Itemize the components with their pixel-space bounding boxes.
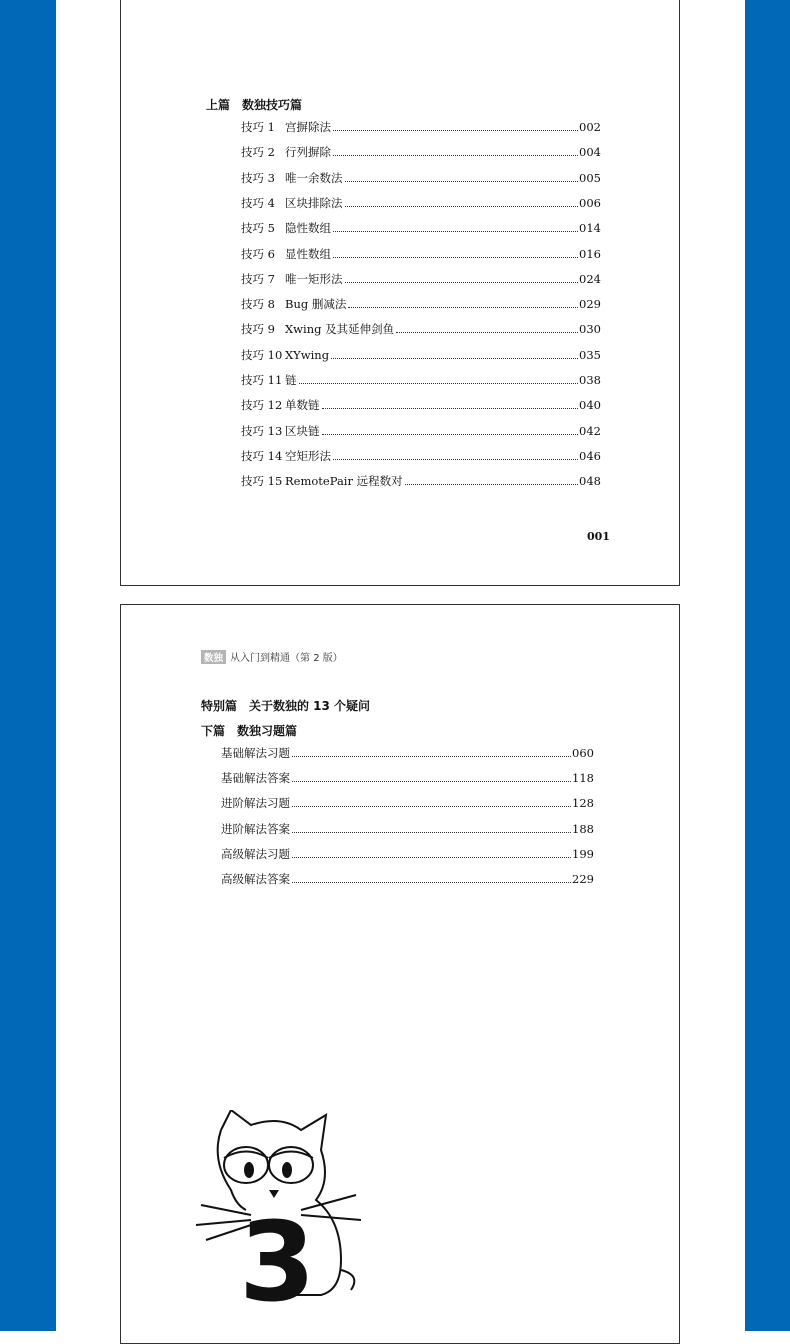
- toc-entry: [241, 119, 601, 137]
- right-blue-band: [745, 0, 790, 1331]
- dot-leader: [322, 434, 579, 435]
- entry-title: Xwing 及其延伸剑鱼: [285, 322, 395, 337]
- dot-leader: [333, 459, 578, 460]
- entry-title: 空矩形法: [285, 448, 331, 463]
- entry-page: 002: [579, 120, 601, 134]
- entry-title: Bug 删减法: [285, 297, 347, 312]
- dot-leader: [333, 155, 578, 156]
- entry-label: 技巧 11: [241, 373, 283, 387]
- entry-page: 048: [579, 474, 601, 489]
- toc-entry: [241, 271, 601, 289]
- entry-title: RemotePair 远程数对: [285, 474, 403, 489]
- entry-page: 005: [579, 170, 601, 185]
- entry-title: 唯一余数法: [285, 170, 343, 185]
- entry-label: 技巧 8: [241, 297, 275, 312]
- entry-label: 技巧 3: [241, 170, 275, 185]
- dot-leader: [333, 257, 578, 258]
- entry-label: 技巧 9: [241, 322, 275, 337]
- toc-entry: [221, 871, 594, 889]
- dot-leader: [292, 781, 571, 782]
- entry-title: 高级解法答案: [221, 872, 290, 886]
- entry-page: 040: [579, 398, 601, 413]
- dot-leader: [348, 307, 578, 308]
- dot-leader: [345, 282, 579, 283]
- entry-label: 技巧 10: [241, 347, 283, 362]
- entry-page: 046: [579, 448, 601, 463]
- entry-label: 技巧 13: [241, 423, 283, 438]
- entry-page: 188: [572, 821, 594, 836]
- entry-title: 基础解法习题: [221, 746, 290, 760]
- entry-page: 030: [579, 322, 601, 337]
- toc-entry: [221, 846, 594, 864]
- entry-page: 128: [572, 796, 594, 811]
- toc-entry: [241, 372, 601, 390]
- special-section-title: 特别篇 关于数独的 13 个疑问: [201, 699, 371, 713]
- entry-title: 单数链: [285, 398, 320, 413]
- entry-page: 035: [579, 347, 601, 362]
- dot-leader: [333, 231, 578, 232]
- entry-label: 技巧 12: [241, 398, 283, 413]
- entry-page: 029: [579, 297, 601, 312]
- cat-illustration: [191, 1110, 371, 1310]
- toc-entry: [221, 770, 594, 788]
- entry-title: 区块链: [285, 423, 320, 438]
- number-3: 3: [239, 1198, 316, 1310]
- toc-entry: [241, 473, 601, 491]
- toc-page-2: [120, 604, 680, 1344]
- toc-entry: [241, 397, 601, 415]
- dot-leader: [405, 484, 578, 485]
- entry-title: 显性数组: [285, 246, 331, 261]
- entry-page: 038: [579, 373, 601, 387]
- entry-page: 014: [579, 221, 601, 236]
- entry-page: 199: [572, 846, 594, 861]
- dot-leader: [345, 206, 579, 207]
- dot-leader: [292, 857, 571, 858]
- toc-entry: [241, 296, 601, 314]
- dot-leader: [292, 882, 571, 883]
- entry-page: 060: [572, 746, 594, 760]
- entry-title: 行列摒除: [285, 145, 331, 160]
- section-title: 下篇 数独习题篇: [201, 724, 298, 738]
- entry-page: 006: [579, 195, 601, 210]
- entry-title: 进阶解法答案: [221, 821, 290, 836]
- entry-label: 技巧 14: [241, 448, 283, 463]
- toc-page-1: [120, 0, 680, 586]
- running-head-tag: 数独: [201, 650, 226, 664]
- entry-label: 技巧 5: [241, 221, 275, 236]
- entry-title: XYwing: [285, 347, 330, 362]
- toc-entry: [241, 423, 601, 441]
- dot-leader: [292, 756, 571, 757]
- entry-label: 技巧 7: [241, 271, 275, 286]
- entry-page: 016: [579, 246, 601, 261]
- page-number: 001: [587, 530, 610, 543]
- toc-entry: [241, 144, 601, 162]
- entry-title: 基础解法答案: [221, 771, 290, 786]
- dot-leader: [345, 181, 579, 182]
- entry-title: 进阶解法习题: [221, 796, 290, 811]
- entry-page: 229: [572, 872, 594, 886]
- dot-leader: [322, 408, 579, 409]
- entry-page: 004: [579, 145, 601, 160]
- section-title: 上篇 数独技巧篇: [206, 98, 303, 112]
- entry-label: 技巧 6: [241, 246, 275, 261]
- toc-entry: [241, 195, 601, 213]
- entry-page: 042: [579, 423, 601, 438]
- entry-title: 区块排除法: [285, 195, 343, 210]
- toc-entry: [241, 220, 601, 238]
- left-blue-band: [0, 0, 56, 1331]
- dot-leader: [396, 332, 578, 333]
- running-head-text: 从入门到精通（第 2 版）: [230, 653, 343, 664]
- toc-entry: [241, 448, 601, 466]
- toc-entry: [221, 821, 594, 839]
- entry-title: 高级解法习题: [221, 846, 290, 861]
- toc-entry: [241, 347, 601, 365]
- toc-entry: [221, 745, 594, 763]
- dot-leader: [333, 130, 578, 131]
- dot-leader: [292, 806, 571, 807]
- running-head: [201, 649, 343, 664]
- entry-page: 118: [572, 771, 594, 786]
- dot-leader: [292, 832, 571, 833]
- toc-entry: [241, 246, 601, 264]
- toc-entry: [221, 795, 594, 813]
- toc-entry: [241, 321, 601, 339]
- entry-label: 技巧 15: [241, 474, 283, 489]
- entry-title: 唯一矩形法: [285, 271, 343, 286]
- dot-leader: [299, 383, 579, 384]
- entry-title: 隐性数组: [285, 221, 331, 236]
- entry-title: 链: [285, 373, 297, 387]
- dot-leader: [331, 358, 578, 359]
- entry-title: 宫摒除法: [285, 120, 331, 134]
- entry-page: 024: [579, 271, 601, 286]
- entry-label: 技巧 4: [241, 195, 275, 210]
- entry-label: 技巧 1: [241, 120, 275, 134]
- entry-label: 技巧 2: [241, 145, 275, 160]
- toc-entry: [241, 170, 601, 188]
